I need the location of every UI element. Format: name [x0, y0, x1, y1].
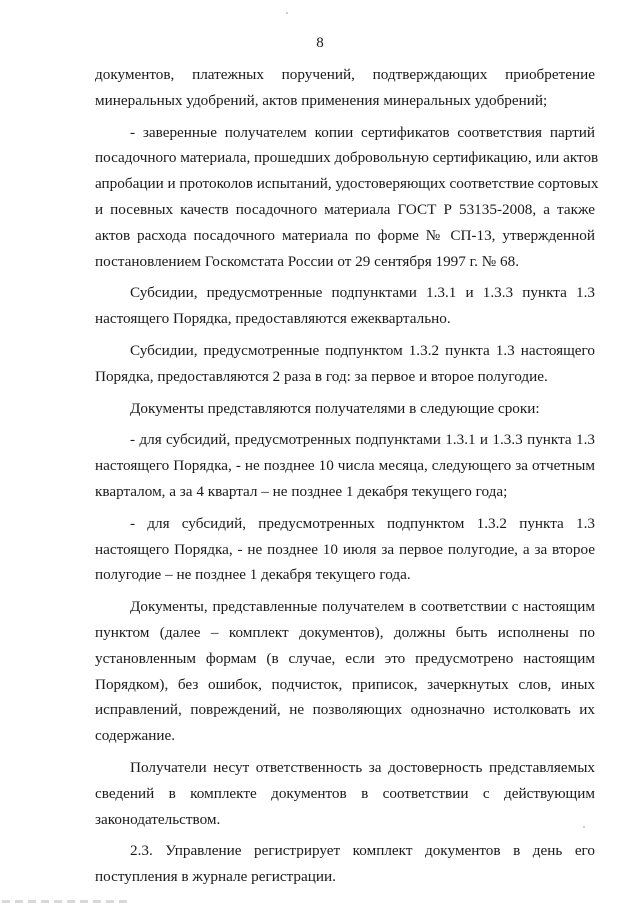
- scan-artifact: [2, 900, 132, 903]
- scan-artifact: [583, 826, 585, 828]
- page-number: 8: [316, 35, 324, 51]
- text-line: содержание.: [95, 727, 175, 745]
- paragraph: [95, 280, 595, 332]
- text-line: актов расхода посадочного материала по форме № СП-13, утвержденной: [95, 226, 595, 244]
- text-line: 2.3. Управление регистрирует комплект документов в день его: [130, 842, 595, 860]
- text-line: Порядком), без ошибок, подчисток, приписок, зачеркнутых слов, иных: [95, 675, 595, 693]
- paragraph: [95, 62, 595, 114]
- paragraph: [95, 511, 595, 588]
- text-line: установленным формам (в случае, если это предусмотрено настоящим: [95, 649, 595, 667]
- text-line: полугодие – не позднее 1 декабря текущего года.: [95, 566, 411, 584]
- paragraph: [95, 120, 599, 275]
- text-line: документов, платежных поручений, подтверждающих приобретение: [95, 66, 595, 83]
- text-line: - для субсидий, предусмотренных подпунктами 1.3.1 и 1.3.3 пункта 1.3: [130, 431, 595, 449]
- text-line: настоящего Порядка, предоставляются ежеквартально.: [95, 310, 451, 328]
- text-line: Документы, представленные получателем в соответствии с настоящим: [130, 598, 595, 616]
- text-line: - заверенные получателем копии сертификатов соответствия партий: [130, 123, 595, 141]
- text-line: законодательством.: [95, 810, 221, 828]
- text-line: и посевных качеств посадочного материала ГОСТ Р 53135-2008, а также: [95, 200, 595, 218]
- text-line: Получатели несут ответственность за достоверность представляемых: [130, 758, 595, 776]
- text-line: настоящего Порядка, - не позднее 10 числа месяца, следующего за отчетным: [95, 457, 595, 475]
- text-line: постановлением Госкомстата России от 29 сентября 1997 г. № 68.: [95, 252, 520, 270]
- paragraph: [95, 755, 595, 832]
- text-line: Документы представляются получателями в следующие сроки:: [130, 399, 540, 417]
- text-line: - для субсидий, предусмотренных подпунктом 1.3.2 пункта 1.3: [130, 514, 595, 532]
- text-line: настоящего Порядка, - не позднее 10 июля за первое полугодие, а за второе: [95, 540, 595, 558]
- text-line: Субсидии, предусмотренные подпунктами 1.3.1 и 1.3.3 пункта 1.3: [130, 284, 595, 302]
- text-line: поступления в журнале регистрации.: [95, 868, 336, 886]
- paragraph: [95, 396, 595, 422]
- text-line: сведений в комплекте документов в соответствии с действующим: [95, 784, 595, 802]
- text-line: апробации и протоколов испытаний, удостоверяющих соответствие сортовых: [95, 175, 599, 193]
- text-line: Субсидии, предусмотренные подпунктом 1.3.2 пункта 1.3 настоящего: [130, 341, 595, 359]
- text-line: посадочного материала, прошедших добровольную сертификацию, или актов: [95, 149, 599, 167]
- paragraph: [95, 594, 595, 749]
- paragraph: [95, 838, 595, 890]
- paragraph: [95, 338, 595, 390]
- paragraph: [95, 427, 595, 504]
- document-body: [95, 62, 599, 890]
- text-line: кварталом, а за 4 квартал – не позднее 1 декабря текущего года;: [95, 482, 508, 500]
- text-line: пунктом (далее – комплект документов), должны быть исполнены по: [95, 623, 595, 641]
- text-line: минеральных удобрений, актов применения минеральных удобрений;: [95, 91, 548, 109]
- text-line: Порядка, предоставляются 2 раза в год: за первое и второе полугодие.: [95, 367, 548, 385]
- scan-artifact: [286, 12, 288, 14]
- text-line: исправлений, повреждений, не позволяющих однозначно истолковать их: [95, 701, 595, 719]
